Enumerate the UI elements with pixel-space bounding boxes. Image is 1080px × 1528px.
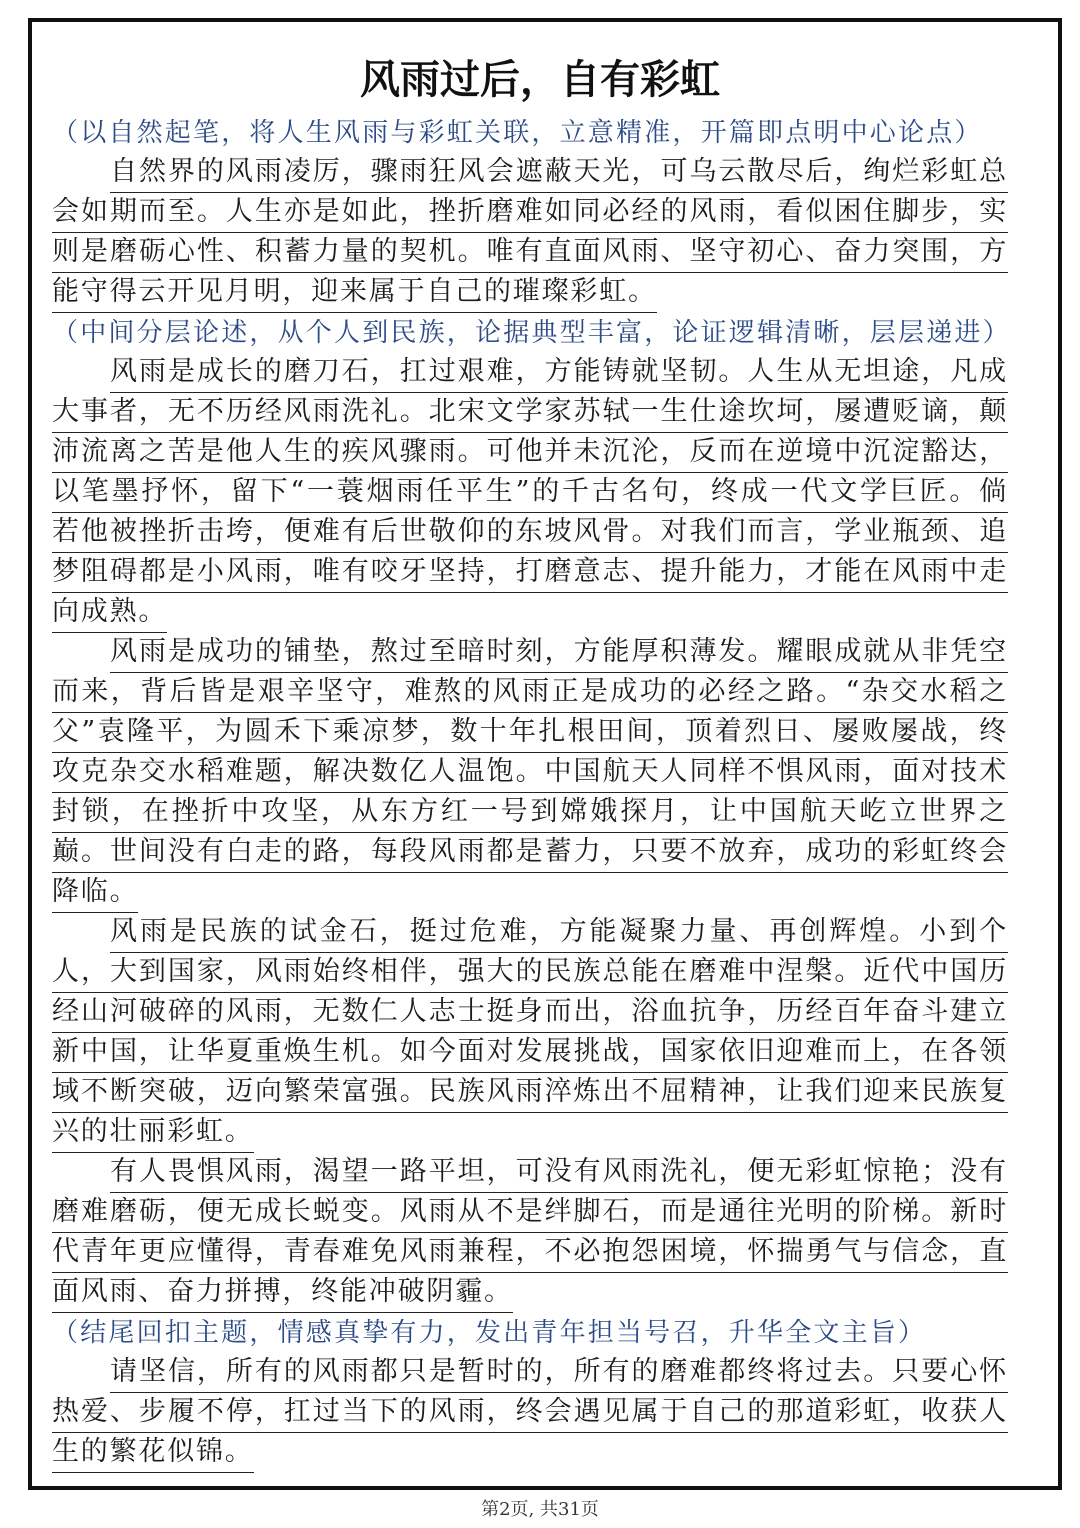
paragraph-line: 域不断突破，迈向繁荣富强。民族风雨淬炼出不屈精神，让我们迎来民族复 [52,1073,1008,1113]
paragraph-line: 生的繁花似锦。 [52,1433,254,1473]
paragraph-line: 面风雨、奋力拼搏，终能冲破阴霾。 [52,1273,513,1313]
page-title: 风雨过后，自有彩虹 [360,57,720,103]
paragraph-line: 风雨是民族的试金石，挺过危难，方能凝聚力量、再创辉煌。小到个 [110,913,1008,953]
paragraph [52,1153,1008,1313]
paragraph [52,1353,1008,1473]
paragraph-line: 有人畏惧风雨，渴望一路平坦，可没有风雨洗礼，便无彩虹惊艳；没有 [110,1153,1008,1193]
paragraph [52,153,1008,313]
paragraph-line: 大事者，无不历经风雨洗礼。北宋文学家苏轼一生仕途坎坷，屡遭贬谪，颠 [52,393,1008,433]
annotation-note: （以自然起笔，将人生风雨与彩虹关联，立意精准，开篇即点明中心论点） [52,118,983,148]
paragraph-line: 降临。 [52,873,138,913]
paragraph-line: 会如期而至。人生亦是如此，挫折磨难如同必经的风雨，看似困住脚步，实 [52,193,1008,233]
paragraph-line: 向成熟。 [52,593,167,633]
paragraph-line: 风雨是成功的铺垫，熬过至暗时刻，方能厚积薄发。耀眼成就从非凭空 [110,633,1008,673]
paragraph-line: 新中国，让华夏重焕生机。如今面对发展挑战，国家依旧迎难而上，在各领 [52,1033,1008,1073]
paragraph [52,633,1008,913]
essay-body [52,113,1011,1473]
paragraph-line: 磨难磨砺，便无成长蜕变。风雨从不是绊脚石，而是通往光明的阶梯。新时 [52,1193,1008,1233]
paragraph-line: 以笔墨抒怀，留下“一蓑烟雨任平生”的千古名句，终成一代文学巨匠。倘 [52,473,1008,513]
paragraph-line: 父”袁隆平，为圆禾下乘凉梦，数十年扎根田间，顶着烈日、屡败屡战，终 [52,713,1008,753]
paragraph-line: 自然界的风雨凌厉，骤雨狂风会遮蔽天光，可乌云散尽后，绚烂彩虹总 [110,153,1008,193]
paragraph-line: 若他被挫折击垮，便难有后世敬仰的东坡风骨。对我们而言，学业瓶颈、追 [52,513,1008,553]
page-footer: 第2页, 共31页 [481,1499,599,1520]
paragraph-line: 攻克杂交水稻难题，解决数亿人温饱。中国航天人同样不惧风雨，面对技术 [52,753,1008,793]
paragraph-line: 能守得云开见月明，迎来属于自己的璀璨彩虹。 [52,273,657,313]
paragraph [52,913,1008,1153]
paragraph-line: 风雨是成长的磨刀石，扛过艰难，方能铸就坚韧。人生从无坦途，凡成 [110,353,1008,393]
paragraph-line: 请坚信，所有的风雨都只是暂时的，所有的磨难都终将过去。只要心怀 [110,1353,1008,1393]
paragraph-line: 代青年更应懂得，青春难免风雨兼程，不必抱怨困境，怀揣勇气与信念，直 [52,1233,1008,1273]
annotation-note: （结尾回扣主题，情感真挚有力，发出青年担当号召，升华全文主旨） [52,1318,927,1348]
paragraph-line: 经山河破碎的风雨，无数仁人志士挺身而出，浴血抗争，历经百年奋斗建立 [52,993,1008,1033]
paragraph-line: 巅。世间没有白走的路，每段风雨都是蓄力，只要不放弃，成功的彩虹终会 [52,833,1008,873]
paragraph-line: 沛流离之苦是他人生的疾风骤雨。可他并未沉沦，反而在逆境中沉淀豁达， [52,433,1008,473]
paragraph-line: 热爱、步履不停，扛过当下的风雨，终会遇见属于自己的那道彩虹，收获人 [52,1393,1008,1433]
paragraph-line: 兴的壮丽彩虹。 [52,1113,254,1153]
paragraph-line: 人，大到国家，风雨始终相伴，强大的民族总能在磨难中涅槃。近代中国历 [52,953,1008,993]
annotation-note: （中间分层论述，从个人到民族，论据典型丰富，论证逻辑清晰，层层递进） [52,318,1011,348]
paragraph-line: 梦阻碍都是小风雨，唯有咬牙坚持，打磨意志、提升能力，才能在风雨中走 [52,553,1008,593]
paragraph-line: 则是磨砺心性、积蓄力量的契机。唯有直面风雨、坚守初心、奋力突围，方 [52,233,1008,273]
paragraph [52,353,1008,633]
paragraph-line: 而来，背后皆是艰辛坚守，难熬的风雨正是成功的必经之路。“杂交水稻之 [52,673,1008,713]
paragraph-line: 封锁，在挫折中攻坚，从东方红一号到嫦娥探月，让中国航天屹立世界之 [52,793,1008,833]
